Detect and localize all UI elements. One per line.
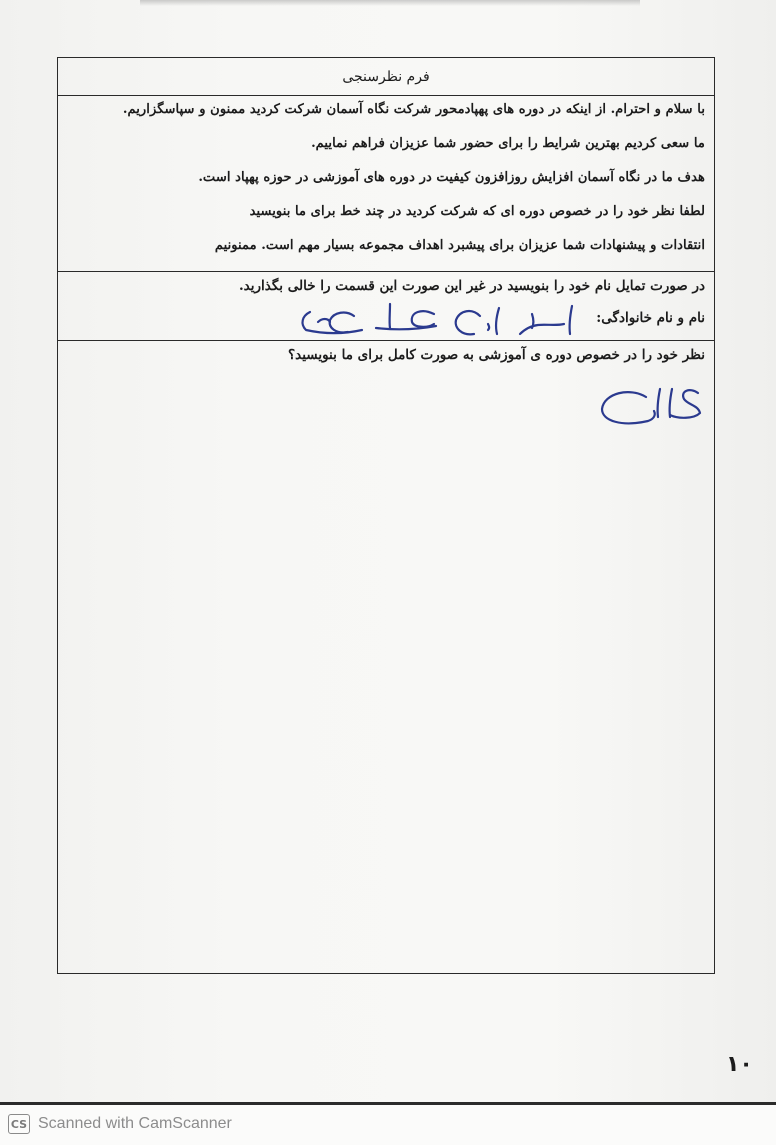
intro-section xyxy=(58,96,714,272)
intro-line-3: هدف ما در نگاه آسمان افزایش روزافزون کیفیت در دوره های آموزشی در حوزه پهپاد است. xyxy=(198,170,705,185)
intro-line-1: با سلام و احترام. از اینکه در دوره های پهپادمحور شرکت نگاه آسمان شرکت کردید ممنون و سپاسگزاریم. xyxy=(122,102,705,117)
intro-line-2: ما سعی کردیم بهترین شرایط را برای حضور شما عزیزان فراهم نماییم. xyxy=(311,136,705,151)
scan-edge-shadow xyxy=(140,0,640,6)
intro-line-5: انتقادات و پیشنهادات شما عزیزان برای پیشبرد اهداف مجموعه بسیار مهم است. ممنونیم xyxy=(214,238,705,253)
camscanner-logo-icon: CS xyxy=(8,1114,30,1134)
camscanner-watermark-text: Scanned with CamScanner xyxy=(38,1115,232,1132)
handwritten-name-signature xyxy=(294,294,584,340)
intro-line-4: لطفا نظر خود را در خصوص دوره ای که شرکت کردید در چند خط برای ما بنویسید xyxy=(249,204,705,219)
name-instruction: در صورت تمایل نام خود را بنویسید در غیر این صورت این قسمت را خالی بگذارید. xyxy=(238,278,705,294)
name-section xyxy=(58,272,714,341)
survey-form xyxy=(57,57,715,974)
form-title-row xyxy=(58,58,714,96)
camscanner-watermark-bar xyxy=(0,1102,776,1145)
name-label: نام و نام خانوادگی: xyxy=(596,310,705,326)
page-number: ۱۰ xyxy=(726,1052,753,1077)
form-title: فرم نظرسنجی xyxy=(342,68,430,85)
handwritten-comment xyxy=(594,381,706,429)
comment-section xyxy=(58,341,714,973)
comment-question: نظر خود را در خصوص دوره ی آموزشی به صورت کامل برای ما بنویسید؟ xyxy=(287,347,705,363)
